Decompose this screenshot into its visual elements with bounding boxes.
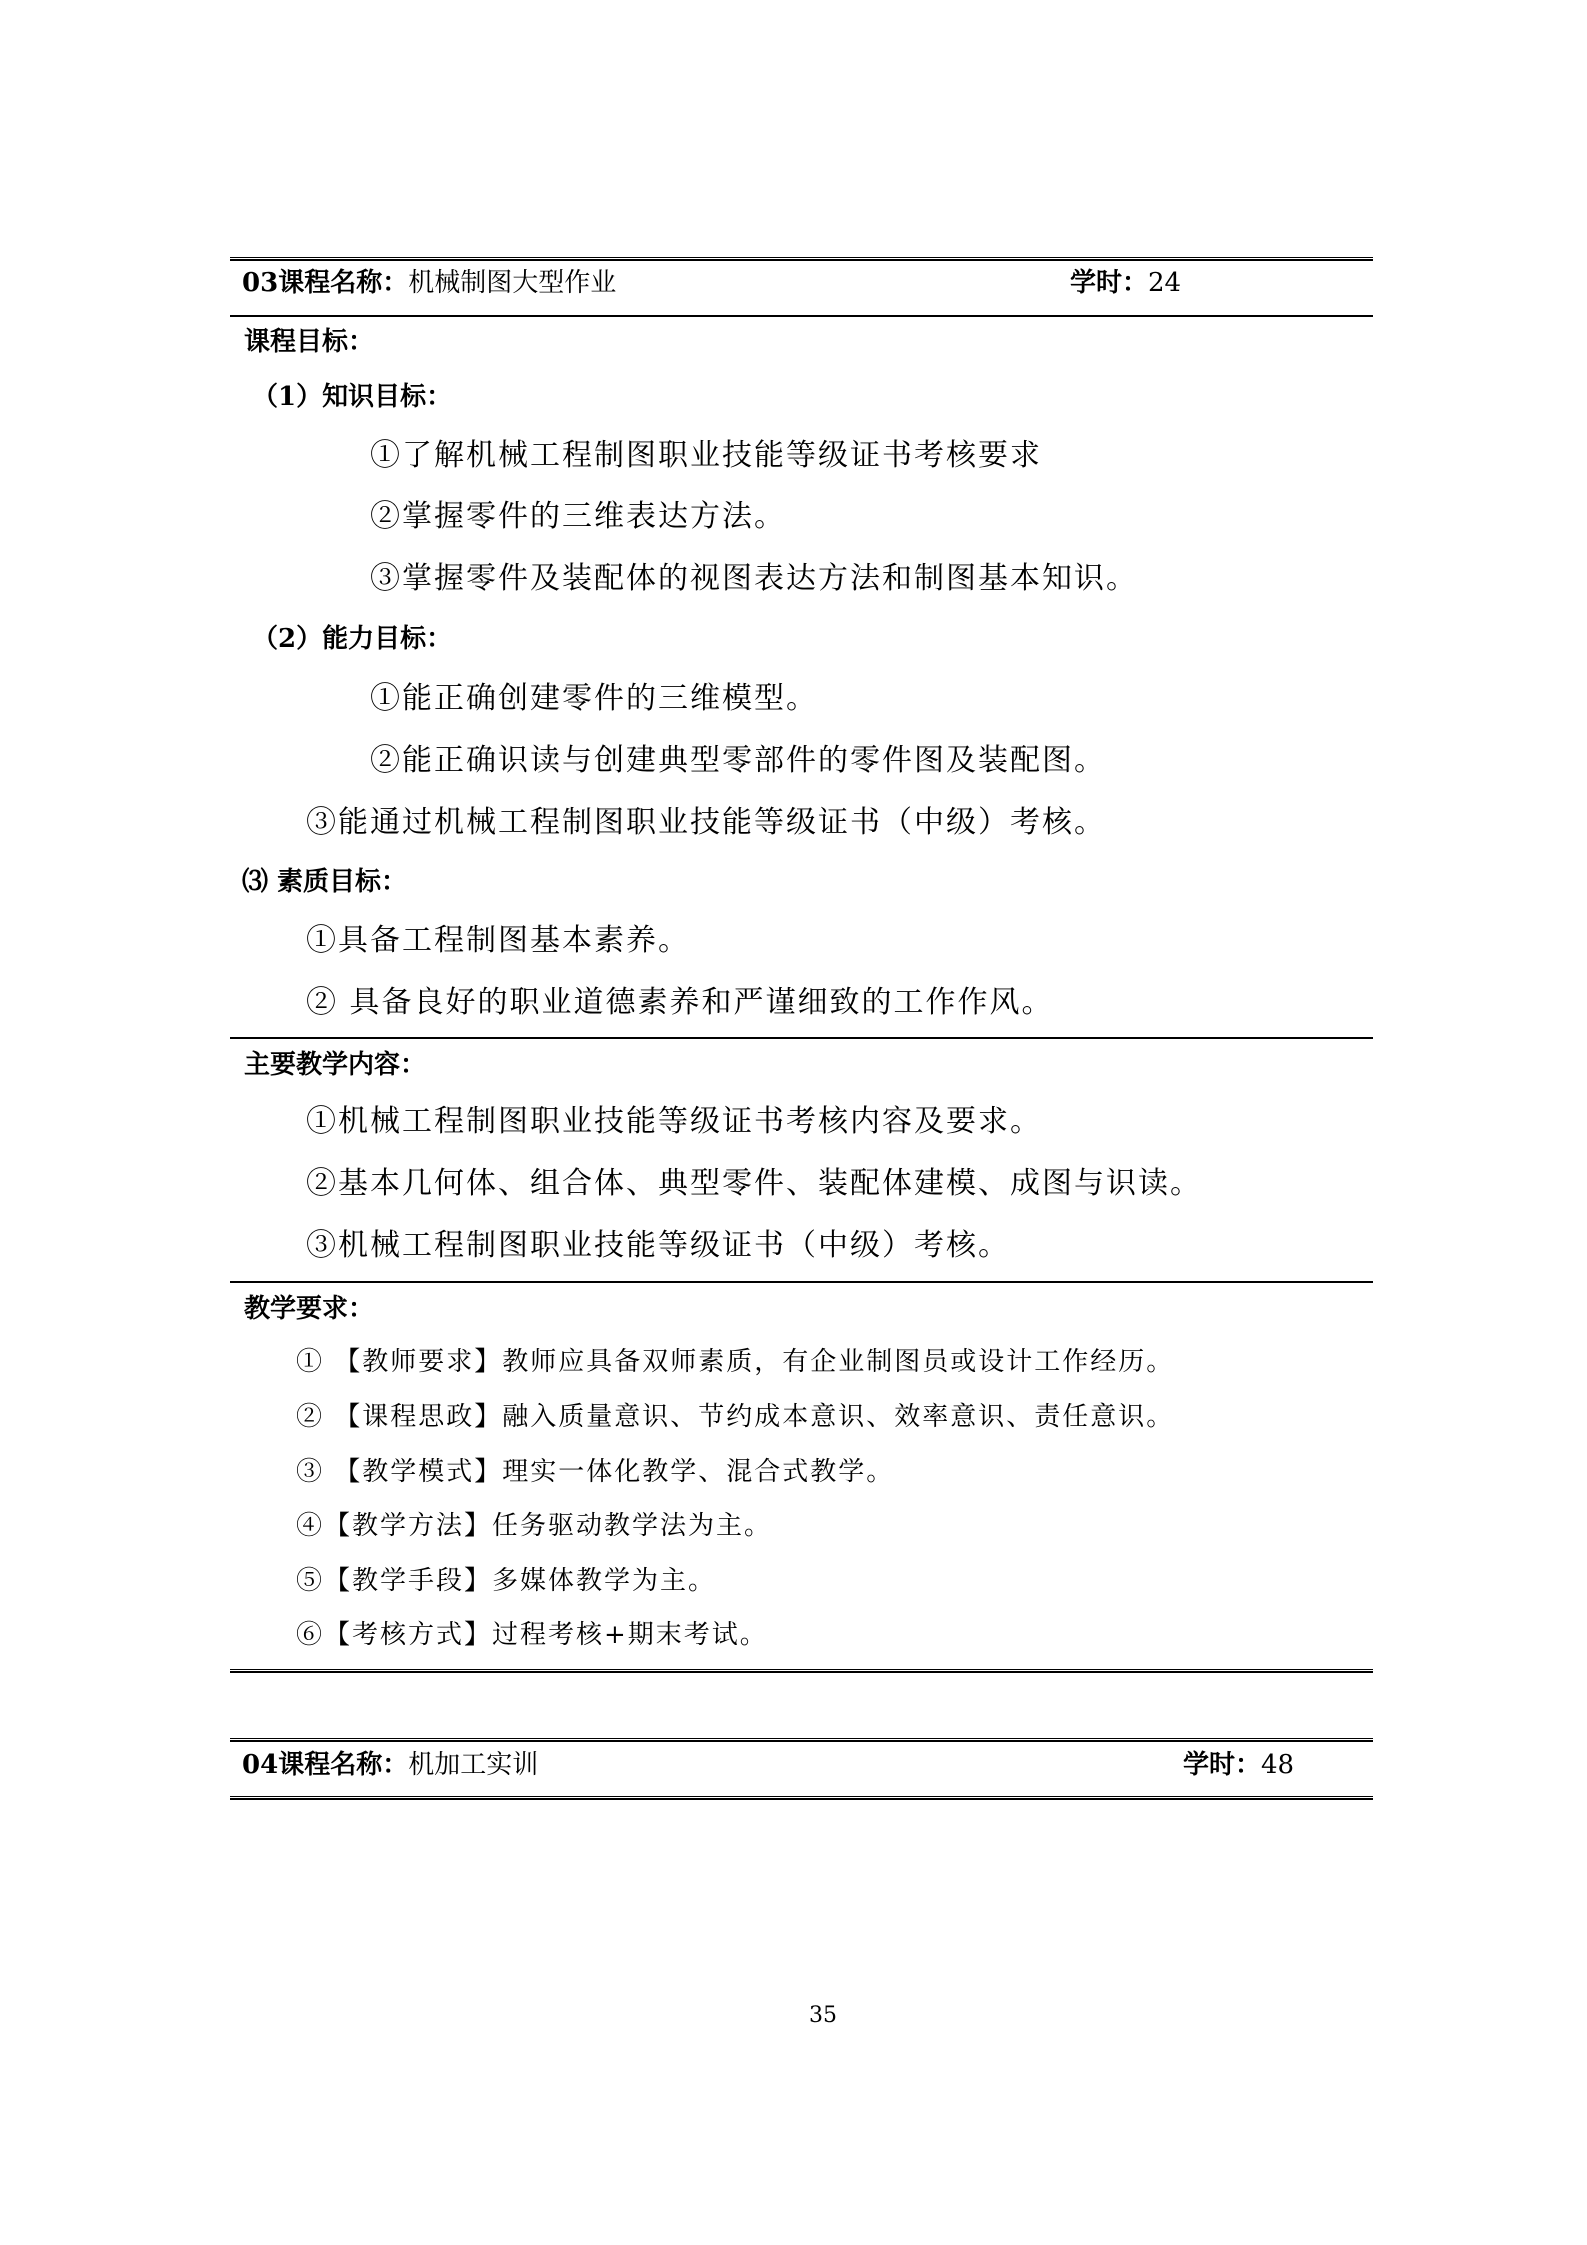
list-item: ⑥【考核方式】过程考核+期末考试。 — [296, 1620, 768, 1650]
list-item: ③ 【教学模式】理实一体化教学、混合式教学。 — [296, 1457, 895, 1487]
content-title: 主要教学内容： — [244, 1050, 427, 1080]
knowledge-title: （1）知识目标： — [252, 382, 453, 412]
course-03-name-label: 课程名称： — [278, 268, 409, 298]
course-04-hours-value: 48 — [1261, 1750, 1295, 1780]
divider — [230, 1281, 1373, 1283]
divider — [230, 315, 1373, 317]
course-03-hours-label: 学时： — [1070, 268, 1149, 298]
list-item: ③掌握零件及装配体的视图表达方法和制图基本知识。 — [370, 561, 1138, 596]
list-item: ② 具备良好的职业道德素养和严谨细致的工作作风。 — [306, 985, 1054, 1020]
table-top-border — [230, 257, 1373, 261]
table-bottom-border — [230, 1669, 1373, 1673]
course-03-number: 03 — [242, 268, 279, 298]
list-item: ①能正确创建零件的三维模型。 — [370, 681, 818, 716]
course-04-name-label: 课程名称： — [278, 1750, 409, 1780]
course-04-hours — [1183, 1744, 1294, 1781]
ability-title: （2）能力目标： — [252, 624, 453, 654]
list-item: ①机械工程制图职业技能等级证书考核内容及要求。 — [306, 1104, 1042, 1139]
table-top-border — [230, 1738, 1373, 1742]
list-item: ①具备工程制图基本素养。 — [306, 923, 690, 958]
list-item: ②基本几何体、组合体、典型零件、装配体建模、成图与识读。 — [306, 1166, 1202, 1201]
course-04-hours-label: 学时： — [1183, 1750, 1262, 1780]
list-item: ④【教学方法】任务驱动教学法为主。 — [296, 1511, 773, 1541]
page-number: 35 — [809, 2003, 837, 2028]
course-03-hours — [1070, 262, 1181, 299]
course-04-number: 04 — [242, 1750, 279, 1780]
divider — [230, 1037, 1373, 1039]
list-item: ② 【课程思政】融入质量意识、节约成本意识、效率意识、责任意识。 — [296, 1402, 1175, 1432]
list-item: ③能通过机械工程制图职业技能等级证书（中级）考核。 — [306, 805, 1106, 840]
course-03-header — [242, 262, 616, 299]
list-item: ①了解机械工程制图职业技能等级证书考核要求 — [370, 438, 1042, 473]
course-03-name: 机械制图大型作业 — [408, 268, 617, 298]
quality-title: ⑶ 素质目标： — [242, 867, 408, 897]
course-04-header — [242, 1744, 538, 1781]
course-03-hours-value: 24 — [1148, 268, 1182, 298]
list-item: ① 【教师要求】教师应具备双师素质，有企业制图员或设计工作经历。 — [296, 1347, 1175, 1377]
list-item: ③机械工程制图职业技能等级证书（中级）考核。 — [306, 1228, 1010, 1263]
list-item: ②掌握零件的三维表达方法。 — [370, 499, 786, 534]
list-item: ②能正确识读与创建典型零部件的零件图及装配图。 — [370, 743, 1106, 778]
course-04-name: 机加工实训 — [408, 1750, 539, 1780]
objectives-title: 课程目标： — [244, 327, 375, 357]
list-item: ⑤【教学手段】多媒体教学为主。 — [296, 1566, 717, 1596]
table-bottom-border — [230, 1796, 1373, 1800]
requirements-title: 教学要求： — [244, 1294, 375, 1324]
